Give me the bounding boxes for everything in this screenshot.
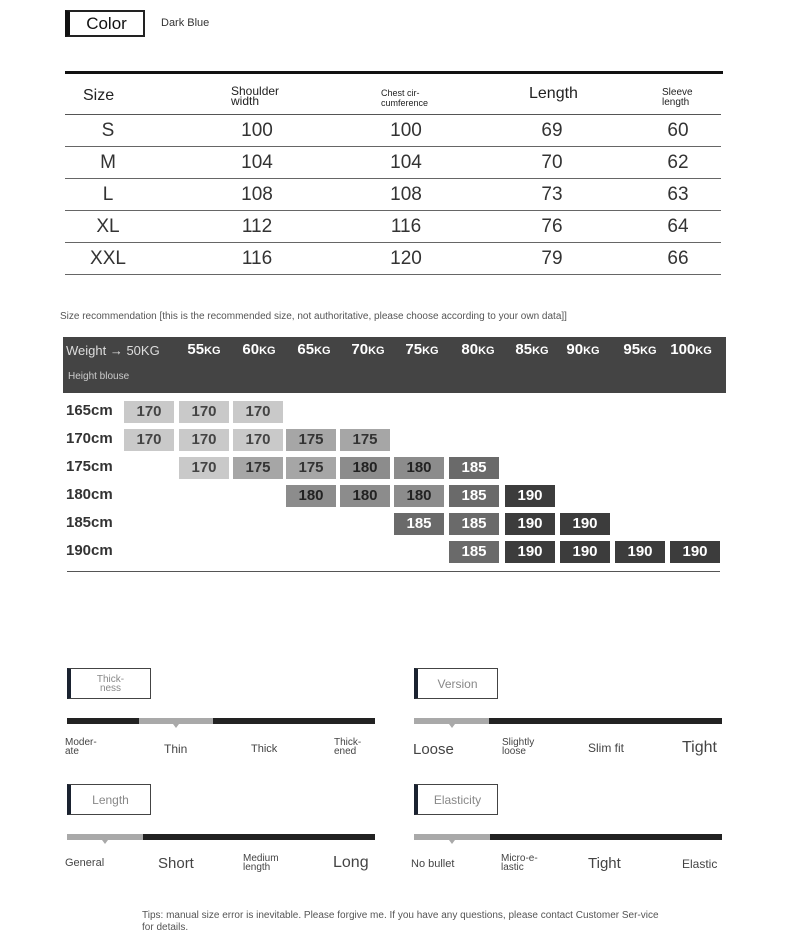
height-label: Height blouse — [68, 371, 130, 382]
measure-cell: 108 — [390, 184, 422, 205]
length-bar — [67, 834, 375, 840]
version-scale — [414, 668, 722, 763]
measure-cell: 79 — [541, 248, 563, 269]
recommended-size-cell: 180 — [394, 485, 444, 507]
elasticity-scale — [411, 784, 722, 879]
weight-column-header — [341, 341, 395, 358]
length-option: Long — [333, 854, 369, 871]
measure-cell: 62 — [667, 152, 689, 173]
height-row-label: 185cm — [66, 514, 113, 531]
weight-value: 75 — [405, 341, 423, 358]
version-label: Version — [437, 676, 478, 691]
header-length: Length — [529, 85, 578, 102]
thickness-option: Thick — [251, 743, 278, 755]
measure-cell: 66 — [667, 248, 689, 269]
recommended-size-cell: 185 — [449, 457, 499, 479]
size-table-header — [65, 74, 721, 115]
weight-unit: KG — [532, 345, 549, 357]
elasticity-option: Tight — [588, 855, 621, 872]
measure-cell: 100 — [390, 120, 422, 141]
weight-value: 95 — [623, 341, 641, 358]
weight-column-header — [556, 341, 610, 358]
recommended-size-cell: 170 — [233, 401, 283, 423]
version-option: Loose — [413, 741, 454, 758]
measure-cell: 116 — [390, 216, 422, 237]
measure-cell: 112 — [241, 216, 273, 237]
length-selection-marker — [102, 840, 108, 844]
tips-text: Tips: manual size error is inevitable. Please forgive me. If you have any questions, please contact Customer Ser-vice for details. — [142, 910, 659, 933]
weight-column-header — [613, 341, 667, 358]
weight-value: 90 — [566, 341, 584, 358]
measure-cell: 70 — [541, 152, 563, 173]
weight-value: 65 — [297, 341, 315, 358]
thickness-label-box — [67, 668, 151, 699]
version-bar — [414, 718, 722, 724]
recommended-size-cell: 190 — [670, 541, 720, 563]
measure-cell: 100 — [241, 120, 273, 141]
thickness-label: Thick-ness — [96, 673, 125, 694]
thickness-option: Moder-ate — [65, 737, 97, 757]
weight-value: 55 — [187, 341, 205, 358]
measure-cell: 64 — [667, 216, 689, 237]
recommended-size-cell: 185 — [449, 513, 499, 535]
weight-value: 60 — [242, 341, 260, 358]
elasticity-label: Elasticity — [433, 792, 482, 807]
weight-unit: KG — [583, 345, 600, 357]
recommended-size-cell: 170 — [179, 401, 229, 423]
color-label-box — [65, 10, 145, 37]
weight-column-header — [395, 341, 449, 358]
recommendation-header — [63, 337, 726, 393]
weight-unit: KG — [640, 345, 657, 357]
size-cell: M — [100, 152, 116, 173]
recommendation-note: Size recommendation [this is the recommended size, not authoritative, please choose according to your own data]] — [60, 311, 567, 322]
recommended-size-cell: 170 — [233, 429, 283, 451]
weight-column-header — [451, 341, 505, 358]
color-label: Color — [86, 13, 127, 33]
size-table — [65, 71, 723, 275]
header-size: Size — [83, 87, 115, 104]
elasticity-bar — [414, 834, 722, 840]
length-label-box — [67, 784, 151, 815]
measure-cell: 69 — [541, 120, 563, 141]
length-option: Short — [158, 855, 194, 872]
measure-cell: 73 — [541, 184, 563, 205]
version-selection-marker — [449, 724, 455, 728]
weight-column-header — [287, 341, 341, 358]
elasticity-option: Micro-e-lastic — [501, 853, 538, 873]
measure-cell: 104 — [390, 152, 422, 173]
weight-label: Weight → 50KG — [66, 343, 160, 358]
measure-cell: 60 — [667, 120, 689, 141]
recommended-size-cell: 190 — [505, 513, 555, 535]
size-cell: S — [101, 120, 115, 141]
recommended-size-cell: 185 — [449, 485, 499, 507]
length-option: Medium length — [243, 853, 279, 873]
version-option: Slightly loose — [502, 737, 535, 757]
elasticity-option: No bullet — [411, 858, 455, 870]
thickness-bar-segment — [67, 718, 139, 724]
length-option: General — [65, 857, 105, 869]
recommended-size-cell: 180 — [340, 457, 390, 479]
recommended-size-cell: 185 — [394, 513, 444, 535]
color-value: Dark Blue — [161, 17, 210, 29]
version-option: Slim fit — [588, 741, 624, 755]
thickness-bar — [67, 718, 375, 724]
header-sleeve: Sleeve length — [662, 87, 693, 108]
recommended-size-cell: 190 — [560, 541, 610, 563]
length-label: Length — [92, 792, 129, 807]
recommended-size-cell: 175 — [233, 457, 283, 479]
height-row-label: 165cm — [66, 402, 113, 419]
weight-column-header — [505, 341, 559, 358]
weight-column-header — [177, 341, 231, 358]
weight-unit: KG — [259, 345, 276, 357]
elasticity-option: Elastic — [682, 857, 718, 871]
height-row-label: 170cm — [66, 430, 113, 447]
size-table-row — [65, 147, 721, 179]
recommended-size-cell: 180 — [286, 485, 336, 507]
length-scale — [67, 784, 375, 879]
recommended-size-cell: 175 — [286, 457, 336, 479]
weight-column-header — [232, 341, 286, 358]
height-row-label: 180cm — [66, 486, 113, 503]
version-bar-segment — [489, 718, 722, 724]
recommended-size-cell: 170 — [179, 457, 229, 479]
recommended-size-cell: 180 — [394, 457, 444, 479]
length-bar-segment — [143, 834, 375, 840]
size-cell: XXL — [90, 248, 126, 269]
elasticity-bar-segment — [490, 834, 722, 840]
weight-unit: KG — [478, 345, 495, 357]
weight-value: 100 — [670, 341, 696, 358]
recommended-size-cell: 185 — [449, 541, 499, 563]
thickness-option: Thin — [164, 742, 188, 756]
elasticity-selection-marker — [449, 840, 455, 844]
measure-cell: 104 — [241, 152, 273, 173]
recommended-size-cell: 190 — [505, 541, 555, 563]
size-table-row — [65, 243, 721, 275]
size-cell: L — [102, 184, 114, 205]
recommended-size-cell: 190 — [615, 541, 665, 563]
weight-unit: KG — [695, 345, 712, 357]
recommended-size-cell: 170 — [179, 429, 229, 451]
size-cell: XL — [96, 216, 120, 237]
thickness-option: Thick-ened — [334, 737, 362, 757]
weight-unit: KG — [204, 345, 221, 357]
version-option: Tight — [682, 739, 717, 756]
recommendation-bottom-rule — [67, 571, 720, 572]
recommended-size-cell: 190 — [505, 485, 555, 507]
recommended-size-cell: 175 — [286, 429, 336, 451]
thickness-bar-segment — [213, 718, 375, 724]
weight-unit: KG — [314, 345, 331, 357]
measure-cell: 63 — [667, 184, 689, 205]
recommended-size-cell: 190 — [560, 513, 610, 535]
weight-unit: KG — [368, 345, 385, 357]
size-table-row — [65, 179, 721, 211]
header-shoulder: Shoulder width — [231, 84, 280, 108]
size-table-row — [65, 211, 721, 243]
weight-value: 85 — [515, 341, 533, 358]
measure-cell: 116 — [241, 248, 273, 269]
thickness-scale — [67, 668, 375, 763]
weight-unit: KG — [422, 345, 439, 357]
thickness-selection-marker — [173, 724, 179, 728]
header-chest: Chest cir-cumference — [381, 88, 429, 108]
weight-column-header — [664, 341, 718, 358]
size-table-row — [65, 115, 721, 147]
weight-value: 70 — [351, 341, 369, 358]
height-row-label: 190cm — [66, 542, 113, 559]
recommended-size-cell: 180 — [340, 485, 390, 507]
recommended-size-cell: 170 — [124, 429, 174, 451]
height-row-label: 175cm — [66, 458, 113, 475]
recommended-size-cell: 175 — [340, 429, 390, 451]
measure-cell: 108 — [241, 184, 273, 205]
elasticity-label-box — [414, 784, 498, 815]
measure-cell: 120 — [390, 248, 422, 269]
measure-cell: 76 — [541, 216, 563, 237]
weight-value: 80 — [461, 341, 479, 358]
recommended-size-cell: 170 — [124, 401, 174, 423]
version-label-box — [414, 668, 498, 699]
